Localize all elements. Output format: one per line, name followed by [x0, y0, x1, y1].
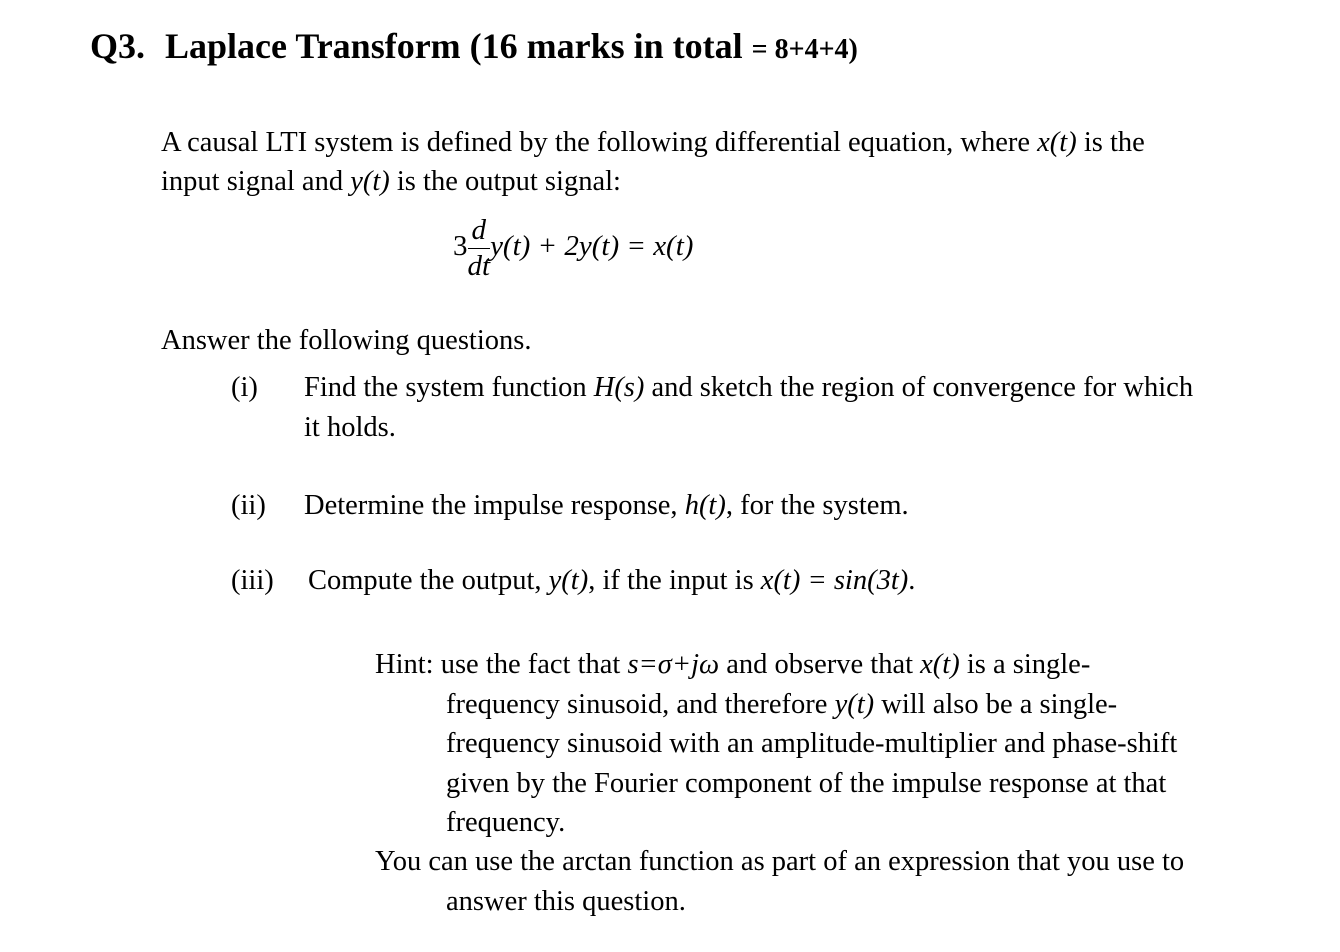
fraction-numerator: d	[468, 216, 491, 249]
part-i-line-2: it holds.	[304, 412, 396, 443]
hint-text: Hint: use the fact that	[375, 649, 628, 680]
part-iii-text-mid: , if the input is	[588, 565, 754, 596]
part-ii-text	[304, 486, 909, 526]
hint-line-3: frequency sinusoid with an amplitude-multiplier and phase-shift	[446, 728, 1178, 759]
part-iii-text-pre: Compute the output,	[308, 565, 542, 596]
intro-text: is the output signal:	[389, 166, 621, 197]
question-title	[90, 22, 858, 74]
fraction-denominator: dt	[467, 250, 491, 282]
answer-prompt: Answer the following questions.	[161, 325, 532, 356]
impulse-response-symbol: h(t)	[684, 490, 726, 521]
hint-line-1	[375, 645, 1090, 685]
hint-line-6: You can use the arctan function as part of an expression that you use to	[375, 846, 1185, 877]
part-iii-label: (iii)	[231, 565, 274, 596]
question-title-text: Laplace Transform (16 marks in total	[165, 26, 743, 66]
input-signal-symbol: x(t)	[1037, 127, 1077, 158]
output-expression: y(t)	[548, 565, 589, 596]
system-function-symbol: H(s)	[593, 372, 645, 403]
hint-line-4: given by the Fourier component of the impulse response at that	[446, 768, 1167, 799]
laplace-variable-expression: s=σ+jω	[627, 649, 720, 680]
output-signal-symbol: y(t)	[350, 166, 390, 197]
part-i-text: and sketch the region of convergence for which	[644, 372, 1194, 403]
equation-rest: y(t) + 2y(t) = x(t)	[490, 230, 694, 263]
part-iii-text-end: .	[908, 565, 916, 596]
part-ii-text-pre: Determine the impulse response,	[304, 490, 685, 521]
hint-text: will also be a single-	[874, 689, 1118, 720]
hint-text: and observe that	[719, 649, 921, 680]
hint-line-2	[446, 685, 1117, 725]
input-signal-symbol: x(t)	[920, 649, 960, 680]
input-expression: x(t) = sin(3t)	[760, 565, 909, 596]
marks-breakdown: = 8+4+4)	[751, 34, 858, 65]
hint-text: frequency sinusoid, and therefore	[446, 689, 835, 720]
part-i-label: (i)	[231, 372, 258, 403]
intro-line-1	[161, 123, 1145, 163]
equation-coefficient: 3	[453, 230, 468, 263]
intro-text: input signal and	[161, 166, 351, 197]
intro-text: is the	[1076, 127, 1145, 158]
part-i-line-1	[304, 368, 1193, 408]
part-ii-text-post: , for the system.	[725, 490, 909, 521]
hint-text: is a single-	[959, 649, 1091, 680]
question-number: Q3.	[90, 26, 146, 66]
output-signal-symbol: y(t)	[834, 689, 875, 720]
differential-equation	[453, 216, 693, 281]
part-iii-text	[308, 561, 915, 601]
derivative-fraction	[468, 216, 491, 281]
intro-line-2	[161, 162, 621, 202]
hint-line-7: answer this question.	[446, 886, 686, 917]
part-i-text: Find the system function	[304, 372, 594, 403]
intro-text: A causal LTI system is defined by the following differential equation, where	[161, 127, 1038, 158]
part-ii-label: (ii)	[231, 490, 266, 521]
hint-line-5: frequency.	[446, 807, 566, 838]
